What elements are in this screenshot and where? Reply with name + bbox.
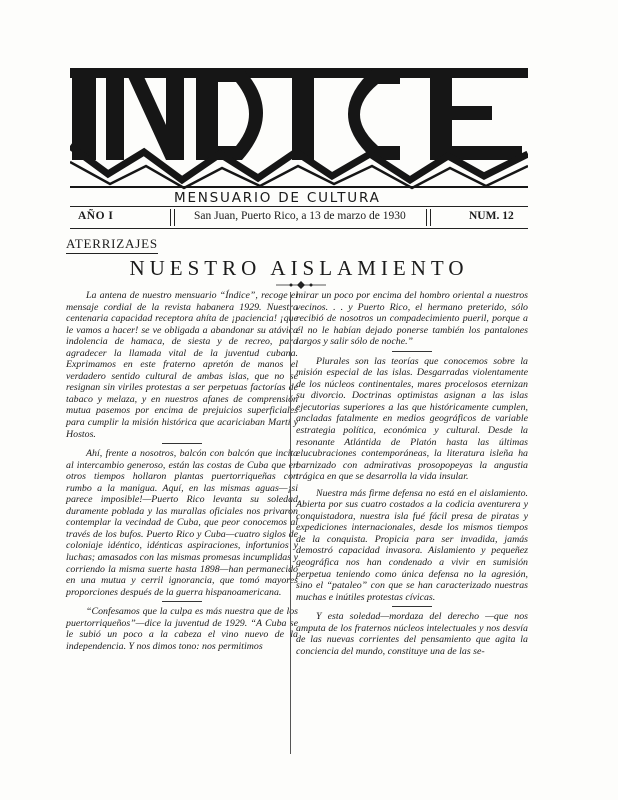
issue-number: NUM. 12: [469, 210, 514, 222]
masthead-subtitle: MENSUARIO DE CULTURA: [174, 190, 381, 206]
paragraph-separator: [162, 601, 202, 602]
paragraph: Y esta soledad—mordaza del derecho —que nos amputa de los fraternos núcleos intelectuales y nos desvía de las nuevas corrientes del pensamiento que agita la conciencia del mundo, constituye una de las se-: [296, 611, 528, 657]
paragraph: Plurales son las teorías que conocemos sobre la misión especial de las islas. Desgarradas violentamente de los núcleos continentales, mares procelosos eternizan su divorcio. Doctrinas optimistas asignan a las islas ejecutorias superiores a las que históricamente cumplen, ancladas fatalmente en medios geográficos de variable estrategia política, económica y cultural. Desde la resonante Atlántida de Platón hasta las últimas elucubraciones contemporáneas, la literatura isleña ha barnizado con admirativas prosopopeyas la angustia trágica en que se desarrolla la vida insular.: [296, 355, 528, 483]
paragraph-separator: [392, 606, 432, 607]
issue-year: AÑO I: [78, 210, 114, 222]
paragraph: Ahí, frente a nosotros, balcón con balcón que incita al intercambio generoso, están las costas de Cuba que en otros tiempos hollaron plantas puertorriqueñas con rumbo a la manigua. Aquí, en las mismas aguas—¡si parece imposible!—Puerto Rico levanta su soledad duramente poblada y las murallas oficiales nos privaron contemplar la vecindad de Cuba, que peor conocemos al través de los bufos. Puerto Rico y Cuba—cuatro siglos de coloniaje idéntico, idénticas aspiraciones, infortunios y luchas; amasados con las mismas promesas incumplidas y corriendo la misma suerte hasta 1898—han permanecido en una mutua y cerril ignorancia, que tomó mayores proporciones después de la guerra hispanoamericana.: [66, 448, 298, 598]
issue-info-bar: [70, 208, 528, 227]
issue-rule-bottom: [70, 228, 528, 229]
issue-divider: [426, 209, 431, 226]
section-heading: ATERRIZAJES: [66, 236, 158, 254]
issue-divider: [170, 209, 175, 226]
paragraph-separator: [162, 443, 202, 444]
paragraph: La antena de nuestro mensuario “Índice”, recoge el mensaje cordial de la revista habanera 1929. Nuestra centenaria capacidad receptora ahíta de ¡paciencia! ¡que le vamos a hacer! se ve obligada a abandonar su atávica indolencia de hamaca, de siesta y de recreo, para agradecer la llamada vital de la juventud cubana. Exprimamos en este fraterno apretón de manos el verdadero sentido cultural de ambas islas, que no se resignan sin viriles protestas a ser perpetuas factorías de tabaco y melaza, y en nuestros afanes de comprensión mutua pasemos por encima de prejuicios superficiales para cumplir la misión histórica que acariciaban Martí y Hostos.: [66, 290, 298, 440]
article-title: NUESTRO AISLAMIENTO: [129, 256, 469, 280]
logo-graphic: [70, 62, 528, 190]
issue-place-date: San Juan, Puerto Rico, a 13 de marzo de 1930: [194, 210, 406, 222]
issue-rule-top: [70, 206, 528, 207]
paragraph: Nuestra más firme defensa no está en el aislamiento. Abierta por sus cuatro costados a la codicia aventurera y conquistadora, nuestra isla fué fácil presa de piratas y expediciones internacionales, desde los mismos tiempos de la conquista. Propicia para ser invadida, jamás demostró capacidad invasora. Aislamiento y pequeñez geográfica nos han condenado a vivir en sumisión perpetua teniendo como única defensa no la agresión, sino el “pataleo” con que se han caracterizado nuestras muchas e inútiles protestas cívicas.: [296, 487, 528, 603]
article-column-right: [296, 290, 528, 657]
paragraph-separator: [392, 351, 432, 352]
column-divider: [290, 292, 291, 754]
paragraph: “Confesamos que la culpa es más nuestra que de los puertorriqueños”—dice la juventud de 1929. “A Cuba se le subió un poco a la cabeza el vino nuevo de la independencia. Y nos dimos tono: nos permitimos: [66, 606, 298, 652]
title-ornament: [276, 281, 326, 289]
paragraph: mirar un poco por encima del hombro oriental a nuestros vecinos. . . y Puerto Rico, el hermano preterido, sólo recibió de nosotros un compadecimiento pueril, porque a él no le habían dejado ponerse también los pantalones largos y salir sólo de noche.”: [296, 290, 528, 348]
masthead-logo: [70, 62, 528, 190]
article-column-left: [66, 290, 298, 652]
